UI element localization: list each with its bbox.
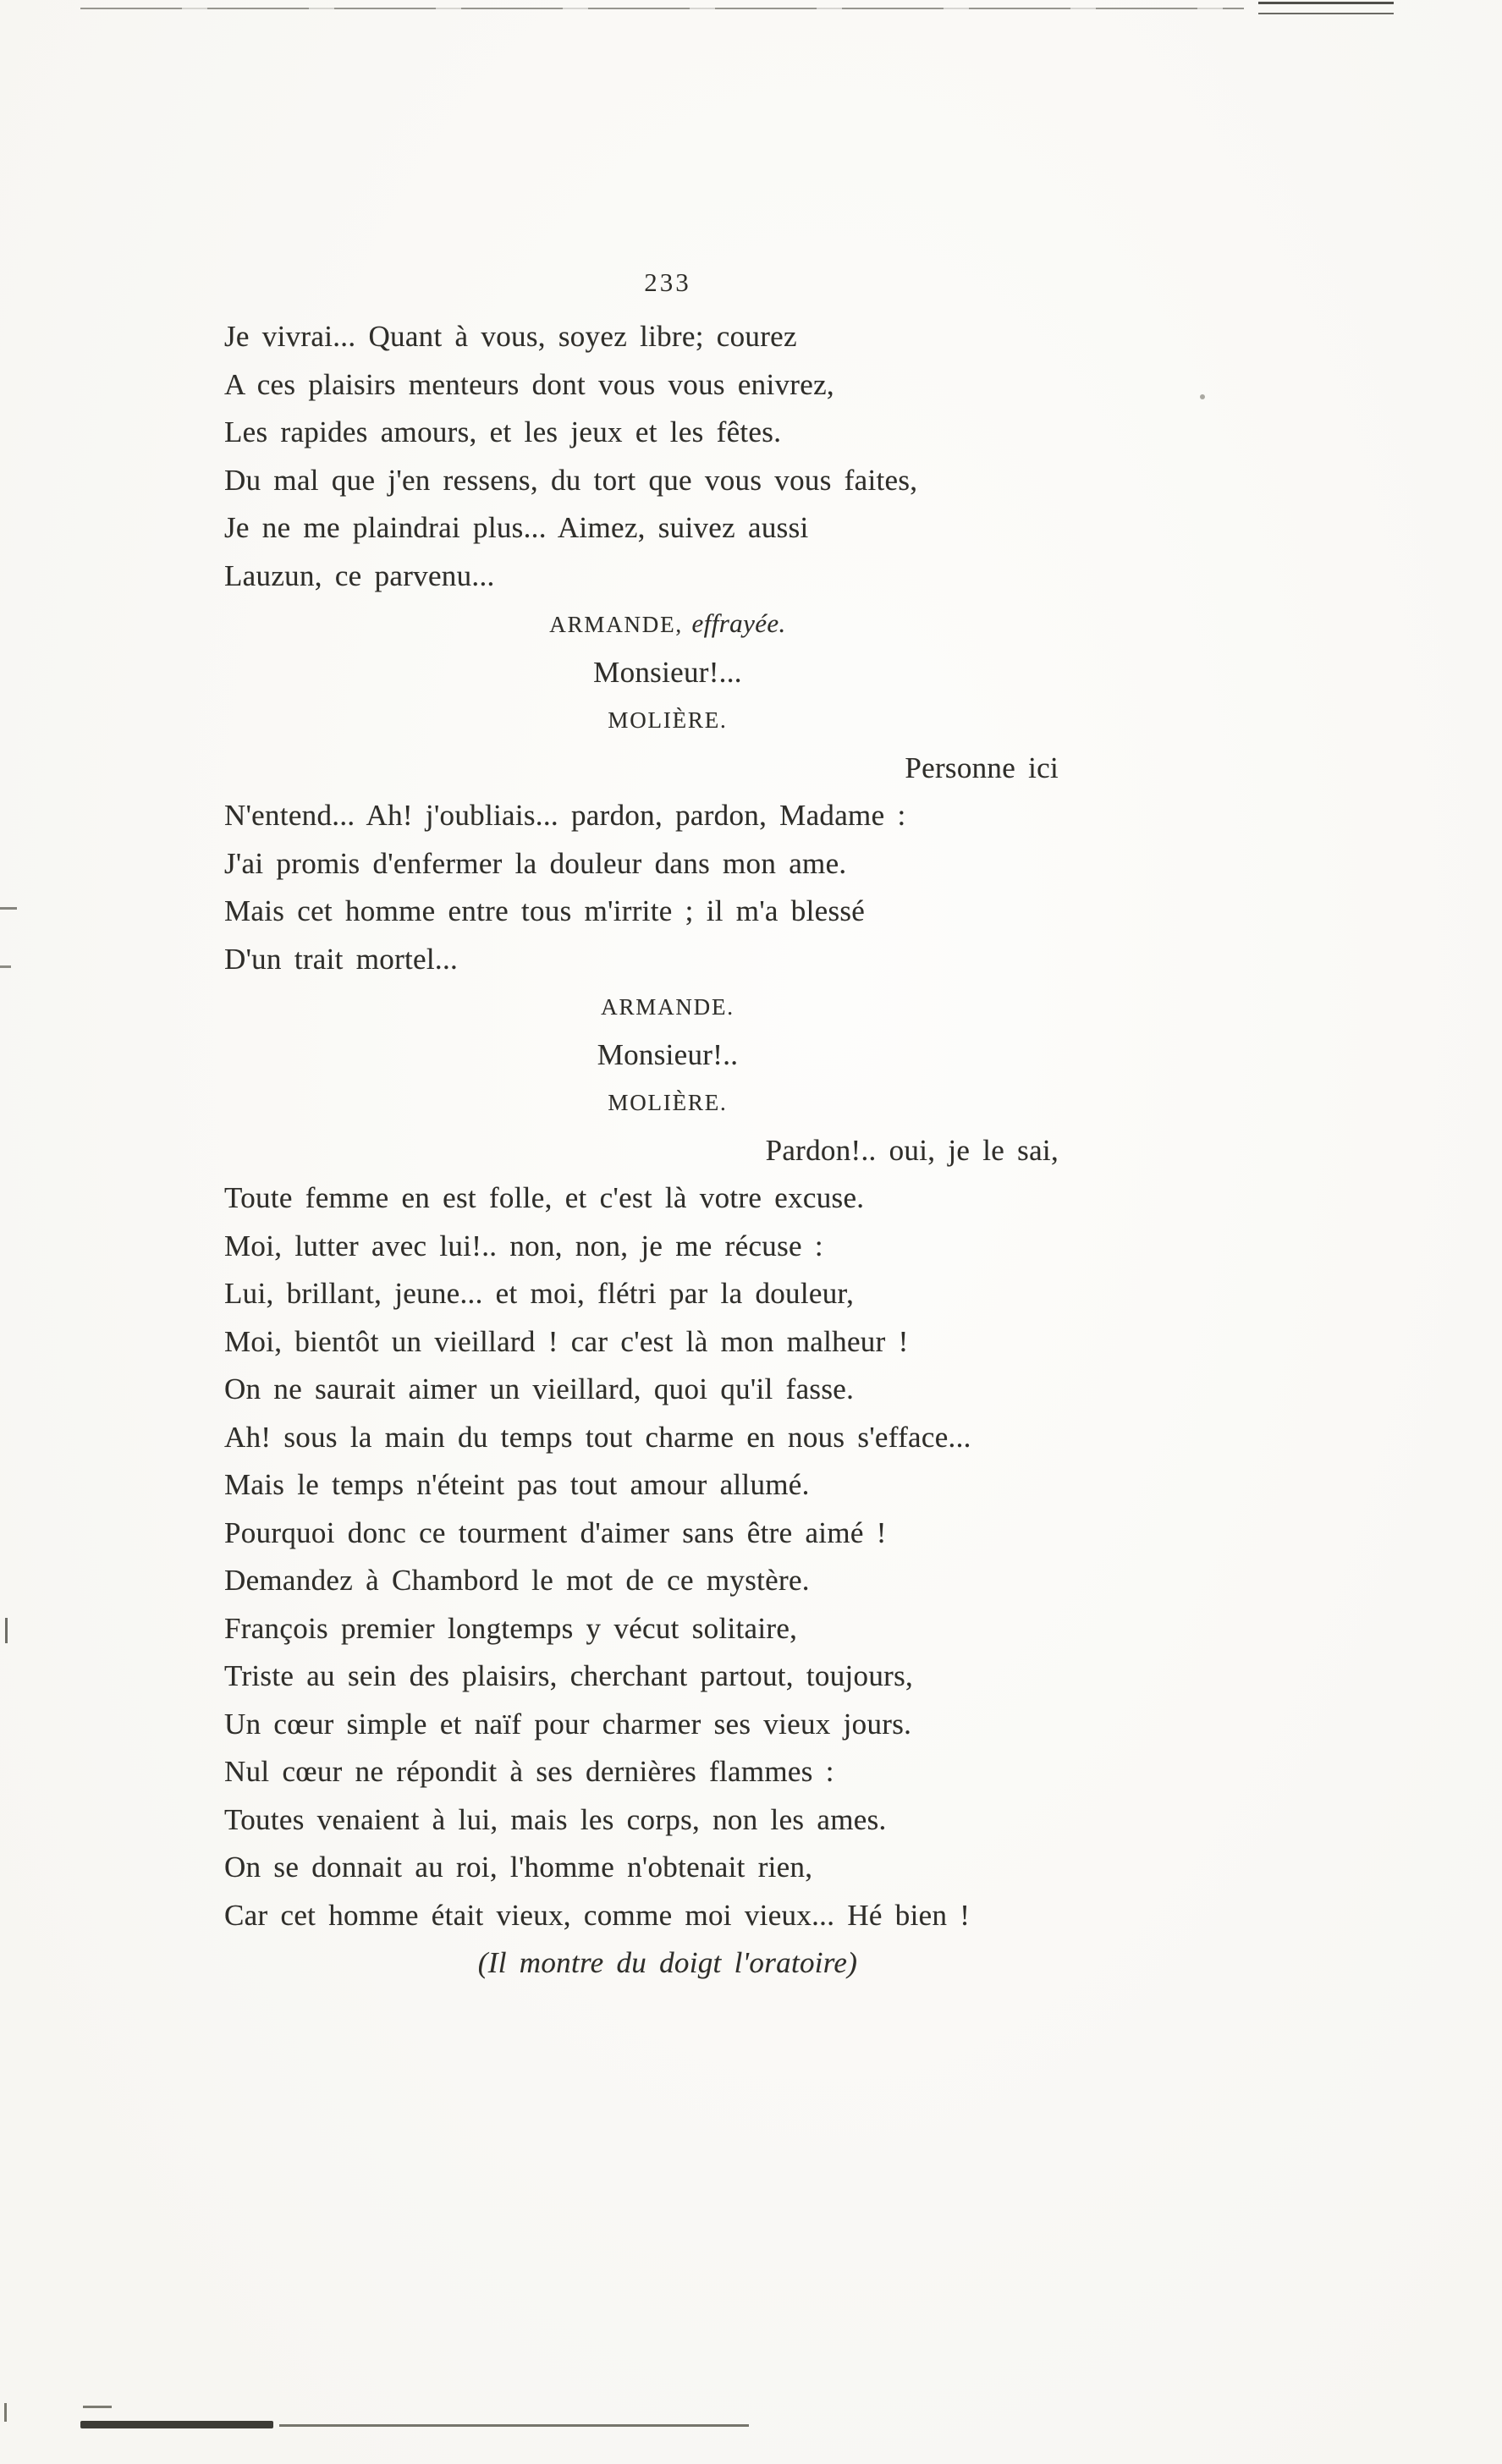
verse-line-right xyxy=(224,745,1111,793)
line-text: Mais le temps n'éteint pas tout amour allumé. xyxy=(224,1468,810,1501)
scan-bottom-dash xyxy=(83,2406,112,2408)
verse-line xyxy=(224,1892,1111,1940)
line-text: ARMANDE, xyxy=(549,612,683,637)
scan-bottom-bar xyxy=(80,2421,273,2428)
line-text: D'un trait mortel... xyxy=(224,942,459,976)
verse-line-right xyxy=(224,1127,1111,1175)
scan-speck xyxy=(1200,394,1205,399)
scan-margin-tick xyxy=(5,1618,8,1643)
scan-margin-tick xyxy=(4,2403,7,2422)
verse-line xyxy=(224,361,1111,410)
verse-line xyxy=(224,553,1111,601)
verse-line xyxy=(224,409,1111,457)
line-text: Pardon!.. oui, je le sai, xyxy=(765,1133,1059,1167)
line-text: Lauzun, ce parvenu... xyxy=(224,558,495,592)
verse-line xyxy=(224,1701,1111,1749)
line-text: Ah! sous la main du temps tout charme en nous s'efface... xyxy=(224,1420,971,1454)
line-text: Car cet homme était vieux, comme moi vieux... Hé bien ! xyxy=(224,1898,971,1932)
line-text: Personne ici xyxy=(905,751,1059,784)
line-text: Monsieur!.. xyxy=(597,1037,739,1071)
line-text: Mais cet homme entre tous m'irrite ; il m'a blessé xyxy=(224,894,866,927)
line-text: MOLIÈRE. xyxy=(608,707,728,733)
line-text: Les rapides amours, et les jeux et les fêtes. xyxy=(224,415,782,448)
page-number: 233 xyxy=(644,267,691,297)
line-text: J'ai promis d'enfermer la douleur dans mon ame. xyxy=(224,846,847,880)
verse-line xyxy=(224,792,1111,840)
verse-line xyxy=(224,504,1111,553)
line-text: On ne saurait aimer un vieillard, quoi qu'il fasse. xyxy=(224,1372,855,1405)
line-text: Je ne me plaindrai plus... Aimez, suivez aussi xyxy=(224,511,809,544)
verse-line xyxy=(224,888,1111,936)
verse-line xyxy=(224,1270,1111,1318)
line-text: (Il montre du doigt l'oratoire) xyxy=(477,1946,858,1979)
line-text: Lui, brillant, jeune... et moi, flétri par la douleur, xyxy=(224,1277,855,1310)
line-text: MOLIÈRE. xyxy=(608,1090,728,1115)
speaker-heading xyxy=(224,600,1111,649)
verse-line xyxy=(224,1748,1111,1796)
line-text: ARMANDE. xyxy=(601,994,734,1020)
line-text: A ces plaisirs menteurs dont vous vous enivrez, xyxy=(224,367,834,401)
cue-line xyxy=(224,1031,1111,1080)
speaker-heading xyxy=(224,983,1111,1031)
verse-line xyxy=(224,1366,1111,1414)
line-text: Je vivrai... Quant à vous, soyez libre; courez xyxy=(224,320,797,353)
line-text: Nul cœur ne répondit à ses dernières flammes : xyxy=(224,1755,834,1788)
verse-line xyxy=(224,1223,1111,1271)
text-block xyxy=(224,313,1111,1988)
scan-bottom-bar xyxy=(279,2424,749,2427)
speaker-heading xyxy=(224,696,1111,745)
verse-line xyxy=(224,1844,1111,1892)
verse-line xyxy=(224,1318,1111,1367)
verse-line xyxy=(224,1414,1111,1462)
line-text: Toute femme en est folle, et c'est là votre excuse. xyxy=(224,1181,865,1214)
line-text: Pourquoi donc ce tourment d'aimer sans être aimé ! xyxy=(224,1515,887,1549)
line-text: Un cœur simple et naïf pour charmer ses vieux jours. xyxy=(224,1707,912,1741)
speaker-note: effrayée. xyxy=(691,608,786,638)
stage-direction xyxy=(224,1939,1111,1988)
verse-line xyxy=(224,1174,1111,1223)
line-text: N'entend... Ah! j'oubliais... pardon, pardon, Madame : xyxy=(224,799,906,832)
line-text: Triste au sein des plaisirs, cherchant partout, toujours, xyxy=(224,1659,914,1692)
line-text: Moi, lutter avec lui!.. non, non, je me récuse : xyxy=(224,1229,823,1262)
line-text: On se donnait au roi, l'homme n'obtenait rien, xyxy=(224,1851,813,1884)
scan-top-rule xyxy=(80,8,1244,9)
scan-margin-dash xyxy=(0,907,17,910)
verse-line xyxy=(224,1605,1111,1653)
line-text: Demandez à Chambord le mot de ce mystère. xyxy=(224,1564,810,1597)
scan-margin-dash xyxy=(0,965,11,968)
verse-line xyxy=(224,1510,1111,1558)
line-text: François premier longtemps y vécut solitaire, xyxy=(224,1611,798,1645)
verse-line xyxy=(224,1796,1111,1845)
line-text: Monsieur!... xyxy=(593,655,742,689)
verse-line xyxy=(224,840,1111,888)
verse-line xyxy=(224,936,1111,984)
verse-line xyxy=(224,457,1111,505)
line-text: Du mal que j'en ressens, du tort que vous vous faites, xyxy=(224,463,918,497)
line-text: Moi, bientôt un vieillard ! car c'est là mon malheur ! xyxy=(224,1324,909,1358)
verse-line xyxy=(224,1557,1111,1605)
verse-line xyxy=(224,1653,1111,1701)
speaker-heading xyxy=(224,1079,1111,1127)
line-text: Toutes venaient à lui, mais les corps, non les ames. xyxy=(224,1802,887,1836)
verse-line xyxy=(224,1461,1111,1510)
verse-line xyxy=(224,313,1111,361)
scan-top-double-rule xyxy=(1258,2,1394,14)
cue-line xyxy=(224,649,1111,697)
